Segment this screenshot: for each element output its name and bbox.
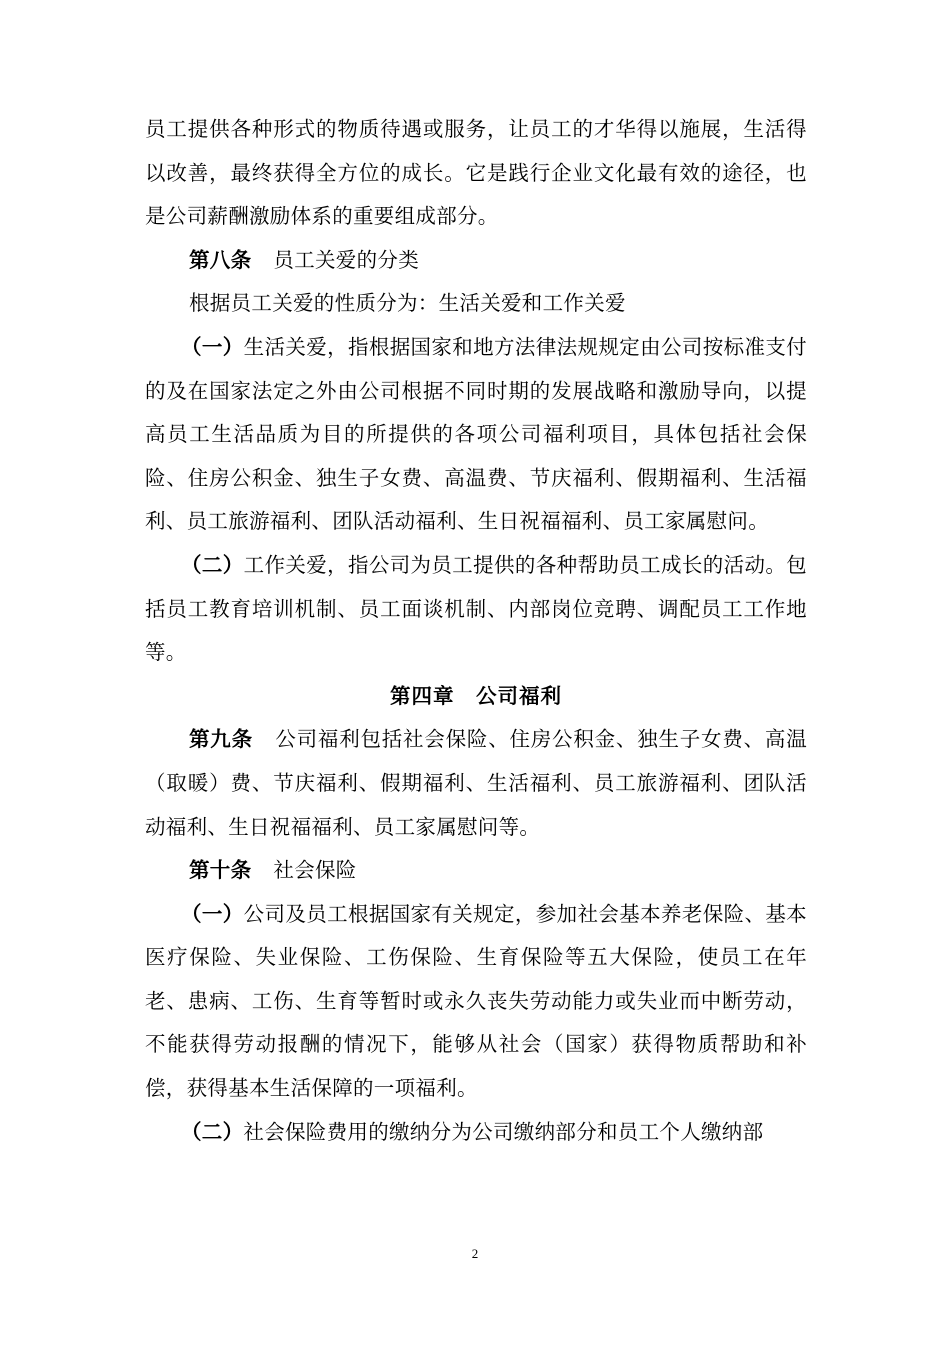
item-label: （二） — [181, 552, 244, 577]
article-8-heading — [145, 239, 807, 283]
article-title: 员工关爱的分类 — [273, 247, 420, 272]
paragraph-text: 公司及员工根据国家有关规定，参加社会基本养老保险、基本医疗保险、失业保险、工伤保险、生育保险等五大保险，使员工在年老、患病、工伤、生育等暂时或永久丧失劳动能力或失业而中断劳动，不能获得劳动报酬的情况下，能够从社会（国家）获得物质帮助和补偿，获得基本生活保障的一项福利。 — [145, 901, 807, 1101]
item-label: （一） — [181, 901, 244, 926]
paragraph-text: 公司福利包括社会保险、住房公积金、独生子女费、高温（取暖）费、节庆福利、假期福利、生活福利、员工旅游福利、团队活动福利、生日祝福福利、员工家属慰问等。 — [145, 727, 807, 839]
work-care-paragraph — [145, 544, 807, 675]
item-label: （二） — [181, 1119, 244, 1144]
document-body — [145, 108, 807, 1154]
item-label: （一） — [181, 334, 244, 359]
paragraph-text: 员工提供各种形式的物质待遇或服务，让员工的才华得以施展，生活得以改善，最终获得全方位的成长。它是践行企业文化最有效的途径，也是公司薪酬激励体系的重要组成部分。 — [145, 117, 807, 229]
chapter-4-heading: 第四章 公司福利 — [390, 683, 562, 708]
article-title: 社会保险 — [273, 858, 357, 883]
article-9-paragraph — [145, 718, 807, 849]
paragraph-text: 生活关爱，指根据国家和地方法律法规规定由公司按标准支付的及在国家法定之外由公司根据不同时期的发展战略和激励导向，以提高员工生活品质为目的所提供的各项公司福利项目，具体包括社会保险、住房公积金、独生子女费、高温费、节庆福利、假期福利、生活福利、员工旅游福利、团队活动福利、生日祝福福利、员工家属慰问。 — [145, 334, 807, 534]
paragraph-text: 工作关爱，指公司为员工提供的各种帮助员工成长的活动。包括员工教育培训机制、员工面谈机制、内部岗位竞聘、调配员工工作地等。 — [145, 552, 807, 665]
paragraph-text: 社会保险费用的缴纳分为公司缴纳部分和员工个人缴纳部 — [243, 1119, 764, 1144]
article-label: 第十条 — [189, 858, 252, 883]
article-10-heading — [145, 849, 807, 893]
article-label: 第九条 — [189, 727, 253, 752]
care-classification-paragraph — [145, 282, 807, 326]
page-number: 2 — [471, 1246, 479, 1261]
life-care-paragraph — [145, 326, 807, 544]
paragraph-continuation — [145, 108, 807, 239]
article-label: 第八条 — [189, 247, 252, 272]
social-insurance-item-1 — [145, 893, 807, 1111]
social-insurance-item-2 — [145, 1111, 807, 1155]
paragraph-text: 根据员工关爱的性质分为：生活关爱和工作关爱 — [189, 291, 626, 316]
